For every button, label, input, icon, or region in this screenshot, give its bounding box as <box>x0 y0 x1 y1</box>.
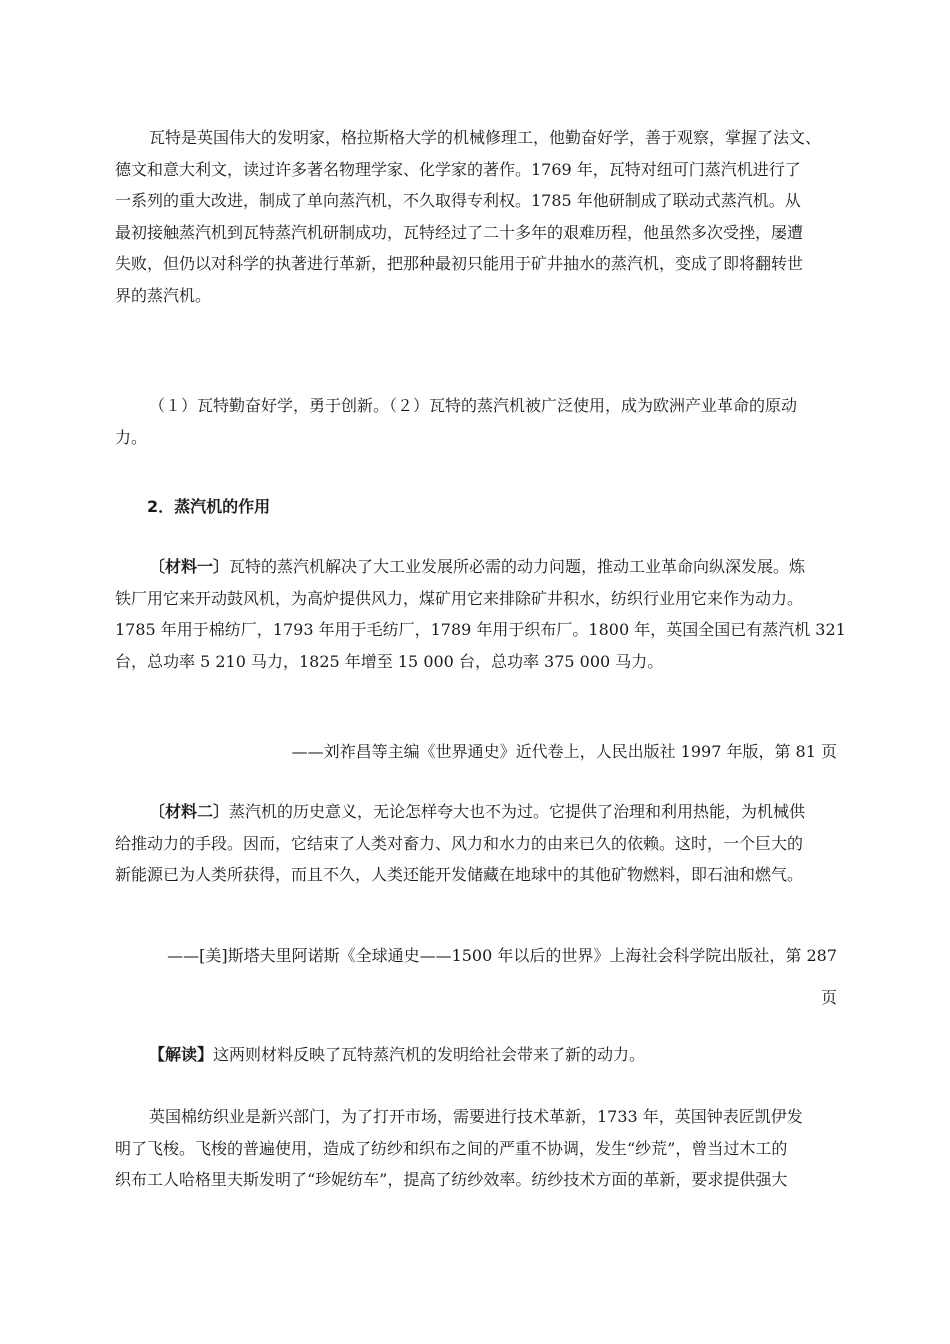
text-line: 铁厂用它来开动鼓风机，为高炉提供风力，煤矿用它来排除矿井积水，纺织行业用它来作为动力。 <box>115 588 804 608</box>
section-heading: 2．蒸汽机的作用 <box>147 497 271 516</box>
material-text: 蒸汽机的历史意义，无论怎样夸大也不为过。它提供了治理和利用热能，为机械供 <box>229 802 806 821</box>
material-text: 瓦特的蒸汽机解决了大工业发展所必需的动力问题，推动工业革命向纵深发展。炼 <box>229 557 806 576</box>
text-line: 德文和意大利文，读过许多著名物理学家、化学家的著作。1769 年，瓦特对纽可门蒸汽机进行了 <box>115 159 801 179</box>
text-line: 界的蒸汽机。 <box>115 285 212 305</box>
material-label: 〔材料一〕 <box>149 557 230 576</box>
text-line: 英国棉纺织业是新兴部门，为了打开市场，需要进行技术革新，1733 年，英国钟表匠凯伊发 <box>149 1107 803 1126</box>
material-one-paragraph <box>115 551 846 677</box>
material-two-source: ——[美]斯塔夫里阿诺斯《全球通史——1500 年以后的世界》上海社会科学院出版社，第 287 <box>167 946 837 965</box>
text-line <box>115 796 837 828</box>
text-line: 力。 <box>115 427 148 447</box>
text-line <box>115 551 837 583</box>
text-line: 一系列的重大改进，制成了单向蒸汽机，不久取得专利权。1785 年他研制成了联动式蒸汽机。从 <box>115 191 801 210</box>
intro-paragraph <box>115 122 837 311</box>
answer-paragraph <box>115 390 837 453</box>
material-one-source: ——刘祚昌等主编《世界通史》近代卷上，人民出版社 1997 年版，第 81 页 <box>291 742 837 761</box>
material-label: 〔材料二〕 <box>149 802 230 821</box>
text-line: 瓦特是英国伟大的发明家，格拉斯格大学的机械修理工，他勤奋好学，善于观察，掌握了法文、 <box>149 128 822 147</box>
text-line: （１）瓦特勤奋好学，勇于创新。（２）瓦特的蒸汽机被广泛使用，成为欧洲产业革命的原动 <box>149 396 798 415</box>
text-line: 最初接触蒸汽机到瓦特蒸汽机研制成功，瓦特经过了二十多年的艰难历程，他虽然多次受挫，屡遭 <box>115 222 804 242</box>
text-line: 失败，但仍以对科学的执著进行革新，把那种最初只能用于矿井抽水的蒸汽机，变成了即将翻转世 <box>115 254 804 273</box>
text-line: 织布工人哈格里夫斯发明了“珍妮纺车”，提高了纺纱效率。纺纱技术方面的革新，要求提供强大 <box>115 1170 788 1189</box>
text-line: 1785 年用于棉纺厂，1793 年用于毛纺厂，1789 年用于织布厂。1800 年，英国全国已有蒸汽机 321 <box>115 620 846 639</box>
text-line: 新能源已为人类所获得，而且不久，人类还能开发储藏在地球中的其他矿物燃料，即石油和燃气。 <box>115 865 804 884</box>
text-line: 给推动力的手段。因而，它结束了人类对畜力、风力和水力的由来已久的依赖。这时，一个巨大的 <box>115 833 804 853</box>
interpretation-label: 【解读】 <box>149 1045 214 1064</box>
interpretation-paragraph <box>115 1039 837 1071</box>
interpretation-text: 这两则材料反映了瓦特蒸汽机的发明给社会带来了新的动力。 <box>213 1045 646 1064</box>
text-line: 明了飞梭。飞梭的普遍使用，造成了纺纱和织布之间的严重不协调，发生“纱荒”，曾当过木工的 <box>115 1138 788 1158</box>
text-line <box>115 1039 837 1071</box>
text-line: 台，总功率 5 210 马力，1825 年增至 15 000 台，总功率 375 000 马力。 <box>115 651 664 671</box>
material-two-source-continued: 页 <box>820 988 837 1007</box>
textile-paragraph <box>115 1101 837 1196</box>
material-two-paragraph <box>115 796 837 891</box>
